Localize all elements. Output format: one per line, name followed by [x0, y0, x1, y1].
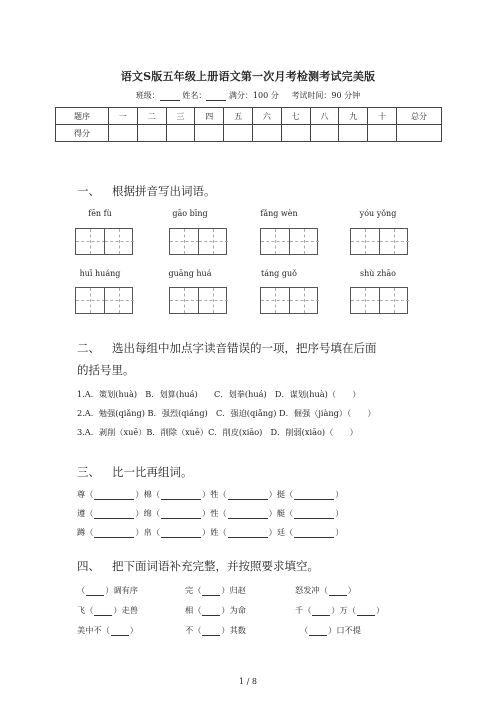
idiom-item — [295, 605, 384, 616]
grid-cell[interactable] — [76, 229, 105, 254]
idiom-text: ） — [375, 605, 385, 615]
answer-blank[interactable] — [94, 510, 134, 519]
score-cell[interactable] — [195, 125, 224, 142]
char: 蹲 — [77, 527, 86, 537]
grid-cell[interactable] — [170, 229, 199, 254]
answer-blank[interactable] — [161, 491, 201, 500]
char: 艇 — [276, 508, 286, 518]
char: 廷 — [276, 527, 286, 537]
score-header-cell: 四 — [195, 108, 224, 125]
idiom-text: ）口不提 — [328, 625, 361, 635]
answer-blank[interactable] — [94, 607, 112, 616]
char: 挺 — [276, 489, 286, 499]
class-label: 班级： — [135, 91, 160, 100]
idiom-text: 怒发冲（ — [295, 585, 328, 595]
score-header-cell: 题序 — [56, 108, 109, 125]
score-header-cell: 一 — [109, 108, 138, 125]
answer-blank[interactable] — [294, 510, 334, 519]
idiom-text: ）走兽 — [113, 605, 138, 615]
answer-blank[interactable] — [228, 510, 268, 519]
writing-grid[interactable] — [75, 228, 133, 255]
writing-grid[interactable] — [350, 228, 408, 255]
idiom-item — [185, 605, 246, 616]
score-header-cell: 总分 — [397, 108, 442, 125]
answer-blank[interactable] — [312, 607, 330, 616]
section-3-heading — [77, 464, 193, 480]
answer-blank[interactable] — [161, 529, 201, 538]
grid-cell[interactable] — [289, 288, 319, 313]
answer-blank[interactable] — [94, 529, 134, 538]
char: 尊 — [77, 489, 86, 499]
answer-blank[interactable] — [202, 607, 220, 616]
score-cell[interactable] — [339, 125, 368, 142]
writing-grid[interactable] — [75, 287, 133, 314]
name-blank[interactable] — [206, 92, 226, 101]
answer-blank[interactable] — [309, 627, 327, 636]
page-title: 语文S版五年级上册语文第一次月考检测考试完美版 — [120, 70, 376, 83]
idiom-text: 相（ — [185, 605, 202, 615]
answer-blank[interactable] — [161, 510, 201, 519]
word-row: 蹲（ ）帛（ ）姓（ ）廷（ ） — [77, 527, 344, 537]
section-2-heading — [77, 340, 377, 356]
score-cell[interactable] — [109, 125, 138, 142]
score-table — [55, 107, 442, 142]
section-4-heading — [77, 558, 319, 574]
word-row: 遵（ ）绵（ ）性（ ）艇（ ） — [77, 508, 344, 518]
answer-blank[interactable] — [357, 607, 375, 616]
idiom-item — [185, 585, 246, 596]
idiom-item — [300, 625, 361, 636]
idiom-text: 千（ — [295, 605, 312, 615]
idiom-item — [185, 625, 246, 636]
idiom-text: 飞（ — [77, 605, 94, 615]
writing-grid[interactable] — [260, 287, 318, 314]
score-header-cell: 九 — [339, 108, 368, 125]
section-number: 二、 — [77, 341, 100, 355]
char: 姓 — [210, 527, 219, 537]
idiom-text: ）归赵 — [221, 585, 246, 595]
score-header-cell: 八 — [310, 108, 339, 125]
score-cell[interactable] — [137, 125, 166, 142]
idiom-text: ）调有序 — [105, 585, 138, 595]
idiom-text: 完（ — [185, 585, 202, 595]
grid-cell[interactable] — [198, 229, 228, 254]
writing-grid[interactable] — [350, 287, 408, 314]
answer-blank[interactable] — [111, 627, 129, 636]
section-title: 根据拼音写出词语。 — [112, 184, 216, 198]
question-item: 2.A．勉强(qiǎng) B．强烈(qiáng) C．强迫(qiǎng) D．倔强（jiàng）（ ） — [77, 408, 376, 418]
section-number: 四、 — [77, 559, 100, 573]
idiom-text: （ — [300, 625, 309, 635]
exam-time: 考试时间：90 分钟 — [291, 91, 361, 100]
full-score: 满分：100 分 — [228, 91, 279, 100]
score-cell[interactable] — [252, 125, 281, 142]
idiom-text: 美中不（ — [77, 625, 110, 635]
word-row: 尊（ ）棉（ ）牲（ ）挺（ ） — [77, 489, 344, 499]
pinyin-label: fǎng wèn — [260, 209, 298, 218]
answer-blank[interactable] — [329, 587, 347, 596]
idiom-text: ）万（ — [331, 605, 356, 615]
answer-blank[interactable] — [86, 587, 104, 596]
score-header-cell: 三 — [166, 108, 195, 125]
char: 牲 — [210, 489, 219, 499]
score-row-label: 得分 — [56, 125, 109, 142]
grid-cell[interactable] — [198, 288, 228, 313]
grid-cell[interactable] — [104, 288, 134, 313]
idiom-item — [77, 625, 138, 636]
section-title: 选出每组中加点字读音错误的一项，把序号填在后面 — [112, 341, 377, 355]
score-header-row — [56, 108, 442, 125]
score-cell[interactable] — [224, 125, 253, 142]
idiom-text: ） — [347, 585, 356, 595]
score-cell[interactable] — [368, 125, 397, 142]
grid-cell[interactable] — [261, 288, 290, 313]
pinyin-label: gāo bīng — [172, 209, 208, 218]
writing-grid[interactable] — [169, 228, 227, 255]
score-header-cell: 六 — [252, 108, 281, 125]
idiom-item — [77, 605, 138, 616]
score-cell[interactable] — [281, 125, 310, 142]
answer-blank[interactable] — [202, 587, 220, 596]
section-title: 比一比再组词。 — [112, 465, 193, 479]
section-2-heading-cont: 的括号里。 — [77, 363, 135, 377]
grid-cell[interactable] — [379, 229, 409, 254]
char: 遵 — [77, 508, 86, 518]
page-number: 1 / 8 — [239, 677, 257, 686]
section-number: 一、 — [77, 184, 100, 198]
pinyin-label: táng guǒ — [261, 269, 297, 278]
answer-blank[interactable] — [202, 627, 220, 636]
pinyin-label: guāng huá — [168, 269, 212, 278]
exam-meta — [0, 90, 496, 101]
grid-cell[interactable] — [104, 229, 134, 254]
score-cell[interactable] — [166, 125, 195, 142]
idiom-item — [295, 585, 356, 596]
name-label: 姓名： — [182, 91, 207, 100]
grid-cell[interactable] — [289, 229, 319, 254]
score-header-cell: 十 — [368, 108, 397, 125]
score-row — [56, 125, 442, 142]
writing-grid[interactable] — [260, 228, 318, 255]
idiom-text: 不（ — [185, 625, 202, 635]
grid-cell[interactable] — [76, 288, 105, 313]
answer-blank[interactable] — [294, 491, 334, 500]
idiom-text: ）其数 — [221, 625, 246, 635]
grid-cell[interactable] — [379, 288, 409, 313]
answer-blank[interactable] — [228, 529, 268, 538]
question-item: 3.A．剥削（xuē）B．削除（xuē）C．削皮(xiāo) D．削弱(xiāo)（ ） — [77, 427, 358, 437]
grid-cell[interactable] — [351, 229, 380, 254]
idiom-text: （ — [77, 585, 86, 595]
writing-grid[interactable] — [169, 287, 227, 314]
section-1-heading — [77, 183, 216, 199]
idiom-text: ） — [129, 625, 138, 635]
char: 性 — [210, 508, 219, 518]
answer-blank[interactable] — [94, 491, 134, 500]
answer-blank[interactable] — [294, 529, 334, 538]
pinyin-label: shù zhāo — [360, 269, 396, 278]
grid-cell[interactable] — [261, 229, 290, 254]
char: 绵 — [143, 508, 152, 518]
idiom-item — [77, 585, 138, 596]
section-number: 三、 — [77, 465, 100, 479]
section-title: 把下面词语补充完整，并按照要求填空。 — [112, 559, 319, 573]
score-cell[interactable] — [397, 125, 442, 142]
char: 棉 — [143, 489, 152, 499]
pinyin-label: huī huáng — [79, 269, 121, 278]
grid-cell[interactable] — [351, 288, 380, 313]
pinyin-label: fēn fù — [88, 209, 112, 218]
score-header-cell: 二 — [137, 108, 166, 125]
answer-blank[interactable] — [228, 491, 268, 500]
question-item: 1.A．策划(huà) B．划算(huá) C．划拳(huá) D．谋划(huà)（ ） — [77, 389, 361, 399]
idiom-text: ）为命 — [221, 605, 246, 615]
score-cell[interactable] — [310, 125, 339, 142]
char: 帛 — [143, 527, 152, 537]
score-header-cell: 五 — [224, 108, 253, 125]
grid-cell[interactable] — [170, 288, 199, 313]
score-header-cell: 七 — [281, 108, 310, 125]
class-blank[interactable] — [160, 92, 180, 101]
pinyin-label: yóu yǒng — [359, 209, 397, 218]
